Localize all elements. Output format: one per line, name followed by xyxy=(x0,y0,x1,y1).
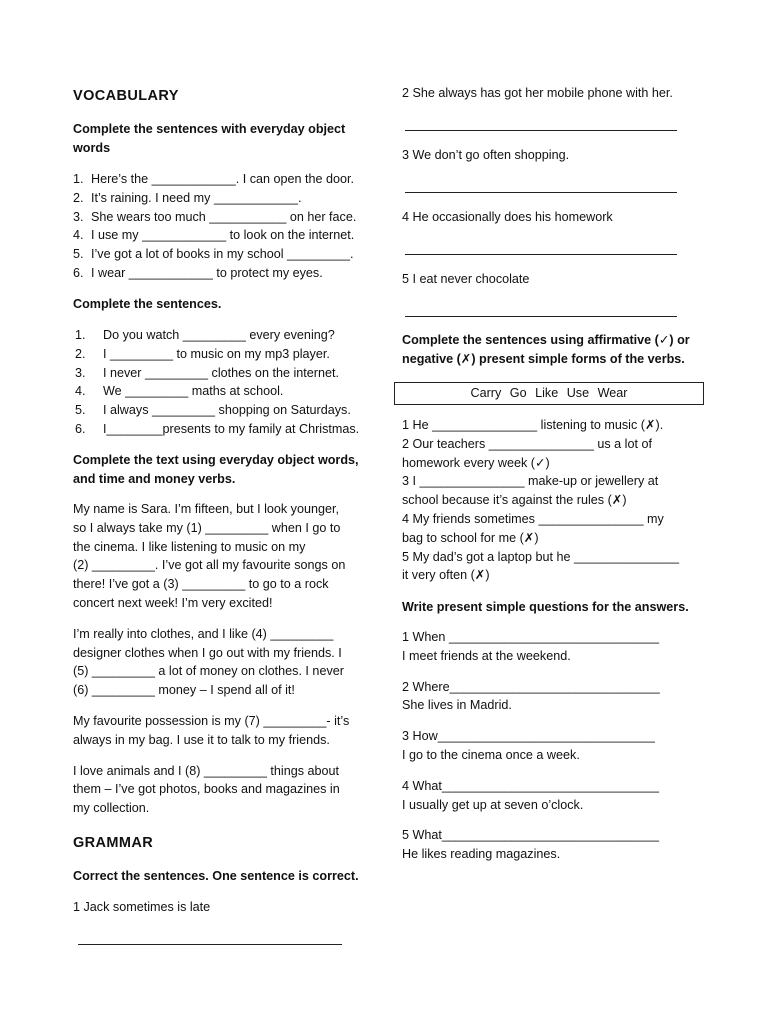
answer-line[interactable] xyxy=(405,130,677,131)
sentence-line: bag to school for me (✗) xyxy=(402,530,539,545)
word-box: Carry Go Like Use Wear xyxy=(394,382,704,405)
sentence-line: homework every week (✓) xyxy=(402,455,550,470)
list-item xyxy=(73,382,359,401)
grammar-heading: GRAMMAR xyxy=(73,835,154,851)
item-text: I never _________ clothes on the internet. xyxy=(103,365,339,380)
item-number: 3. xyxy=(73,209,84,224)
text-line: so I always take my (1) _________ when I go to xyxy=(73,520,341,535)
text-line: them – I’ve got photos, books and magazines in xyxy=(73,782,340,797)
item-text: She wears too much ___________ on her face. xyxy=(91,209,357,224)
item-number: 3. xyxy=(75,365,86,380)
list-item xyxy=(73,226,356,245)
grammar-ex2-instruction: Complete the sentences using affirmative (✓) or negative (✗) present simple forms of the verbs. xyxy=(402,333,690,366)
item-text: Do you watch _________ every evening? xyxy=(103,328,335,342)
grammar-ex1-item: 2 She always has got her mobile phone with her. xyxy=(402,86,673,100)
answer-text: I go to the cinema once a week. xyxy=(402,747,580,762)
vocab-ex2-instruction: Complete the sentences. xyxy=(73,297,222,311)
item-text: It’s raining. I need my ____________. xyxy=(91,190,302,205)
item-text: I________presents to my family at Christmas. xyxy=(103,421,360,436)
item-number: 2. xyxy=(73,190,84,205)
item-number: 1. xyxy=(73,172,84,186)
answer-text: I usually get up at seven o’clock. xyxy=(402,797,584,812)
item-number: 1. xyxy=(75,328,86,342)
text-line: the cinema. I like listening to music on my xyxy=(73,539,306,554)
answer-text: He likes reading magazines. xyxy=(402,847,561,862)
grammar-ex1-item: 5 I eat never chocolate xyxy=(402,272,530,286)
question-answer-pair xyxy=(402,678,660,716)
grammar-ex3-list xyxy=(402,628,660,876)
vocab-ex3-instruction: Complete the text using everyday object words, and time and money verbs. xyxy=(73,453,359,486)
sentence-line: 2 Our teachers _______________ us a lot of xyxy=(402,436,652,451)
answer-line[interactable] xyxy=(405,254,677,255)
grammar-ex2-list xyxy=(402,416,679,585)
item-text: I wear ____________ to protect my eyes. xyxy=(91,265,323,280)
list-item xyxy=(73,401,359,420)
question-line[interactable]: 3 How_______________________________ xyxy=(402,729,655,744)
text-line: (6) _________ money – I spend all of it! xyxy=(73,683,295,698)
item-number: 6. xyxy=(73,265,84,280)
item-text: I’ve got a lot of books in my school _________. xyxy=(91,247,354,262)
list-item xyxy=(73,170,356,189)
list-item xyxy=(73,208,356,227)
text-line: always in my bag. I use it to talk to my friends. xyxy=(73,732,330,747)
question-line[interactable]: 5 What_______________________________ xyxy=(402,828,660,843)
item-number: 5. xyxy=(75,403,86,418)
text-line: My favourite possession is my (7) _________- it’s xyxy=(73,713,350,728)
answer-line[interactable] xyxy=(78,944,342,945)
text-paragraph xyxy=(73,500,349,613)
sentence-line: it very often (✗) xyxy=(402,568,490,583)
text-paragraph xyxy=(73,625,349,700)
text-line: concert next week! I’m very excited! xyxy=(73,595,273,610)
list-item xyxy=(73,420,359,439)
item-text: We _________ maths at school. xyxy=(103,384,284,399)
text-line: (5) _________ a lot of money on clothes. I never xyxy=(73,664,344,679)
question-answer-pair xyxy=(402,727,660,765)
vocab-ex2-list xyxy=(73,326,359,439)
question-answer-pair xyxy=(402,628,660,666)
answer-text: She lives in Madrid. xyxy=(402,698,512,713)
question-line[interactable]: 1 When ______________________________ xyxy=(402,630,660,644)
question-answer-pair xyxy=(402,777,660,815)
vocab-ex1-instruction: Complete the sentences with everyday object words xyxy=(73,122,346,155)
sentence-line: 3 I _______________ make-up or jewellery at xyxy=(402,474,659,489)
list-item xyxy=(73,189,356,208)
answer-text: I meet friends at the weekend. xyxy=(402,648,571,663)
text-paragraph xyxy=(73,762,349,818)
vocab-ex3-text xyxy=(73,500,349,830)
item-text: Here’s the ____________. I can open the door. xyxy=(91,172,355,186)
question-answer-pair xyxy=(402,826,660,864)
grammar-ex3-instruction: Write present simple questions for the answers. xyxy=(402,600,689,614)
grammar-ex1-item: 1 Jack sometimes is late xyxy=(73,900,211,914)
question-line[interactable]: 4 What_______________________________ xyxy=(402,778,660,793)
list-item xyxy=(73,264,356,283)
text-line: my collection. xyxy=(73,801,150,816)
vocab-ex1-list xyxy=(73,170,356,283)
item-text: I use my ____________ to look on the internet. xyxy=(91,228,355,243)
text-line: there! I’ve got a (3) _________ to go to a rock xyxy=(73,577,329,592)
item-text: I always _________ shopping on Saturdays. xyxy=(103,403,351,418)
grammar-ex1-item: 3 We don’t go often shopping. xyxy=(402,148,570,162)
list-item xyxy=(73,245,356,264)
answer-line[interactable] xyxy=(405,192,677,193)
sentence-line: school because it’s against the rules (✗) xyxy=(402,493,627,508)
sentence-line: 5 My dad’s got a laptop but he _______________ xyxy=(402,549,680,564)
sentence-line: 4 My friends sometimes _______________ my xyxy=(402,511,664,526)
list-item xyxy=(73,345,359,364)
grammar-ex1-item: 4 He occasionally does his homework xyxy=(402,210,613,224)
question-line[interactable]: 2 Where______________________________ xyxy=(402,679,660,694)
text-line: My name is Sara. I’m fifteen, but I look younger, xyxy=(73,502,339,516)
list-item xyxy=(73,326,359,345)
text-paragraph xyxy=(73,712,349,750)
item-number: 4. xyxy=(73,228,84,243)
grammar-ex1-instruction: Correct the sentences. One sentence is correct. xyxy=(73,869,359,883)
text-line: (2) _________. I’ve got all my favourite songs on xyxy=(73,558,346,573)
text-line: I’m really into clothes, and I like (4) _________ xyxy=(73,626,334,641)
sentence-line: 1 He _______________ listening to music (✗). xyxy=(402,418,664,432)
item-number: 2. xyxy=(75,346,86,361)
item-number: 4. xyxy=(75,384,86,399)
text-line: I love animals and I (8) _________ things about xyxy=(73,763,340,778)
vocabulary-heading: VOCABULARY xyxy=(73,88,179,104)
list-item xyxy=(73,364,359,383)
item-text: I _________ to music on my mp3 player. xyxy=(103,346,330,361)
item-number: 6. xyxy=(75,421,86,436)
answer-line[interactable] xyxy=(405,316,677,317)
text-line: designer clothes when I go out with my friends. I xyxy=(73,645,342,660)
item-number: 5. xyxy=(73,247,84,262)
